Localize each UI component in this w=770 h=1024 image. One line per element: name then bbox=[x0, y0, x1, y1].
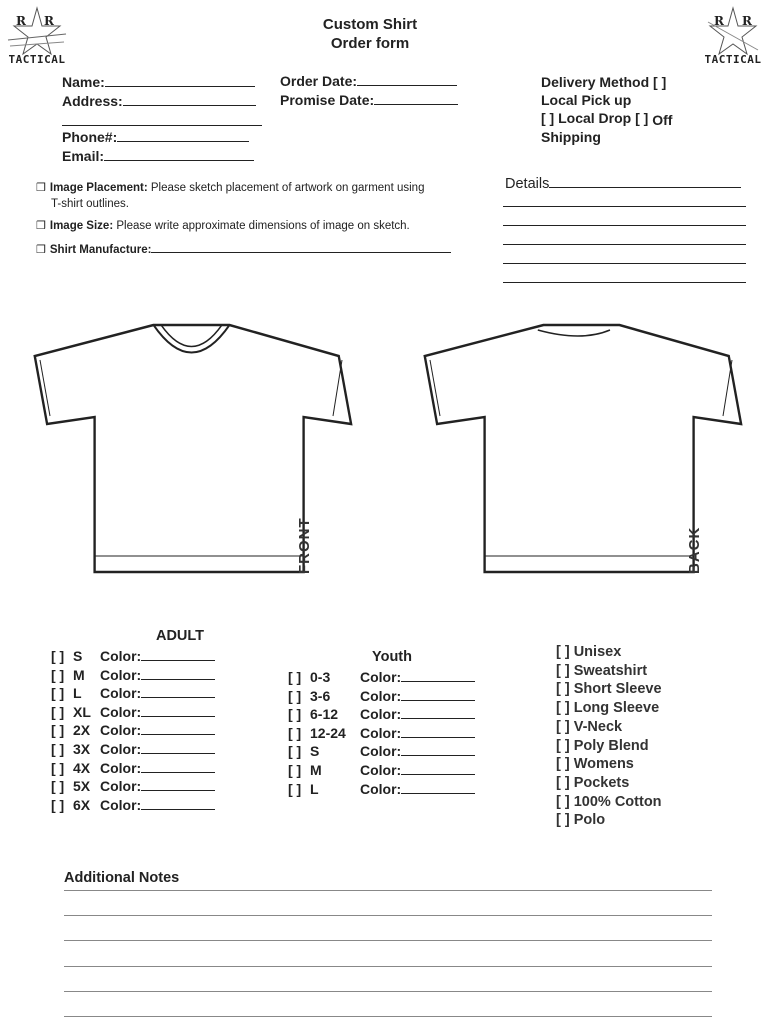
logo-wordmark: TACTICAL bbox=[704, 53, 762, 66]
size-checkbox[interactable]: [ ] bbox=[51, 778, 65, 795]
color-blank[interactable] bbox=[401, 724, 475, 738]
image-placement-note bbox=[36, 181, 424, 196]
garment-option[interactable]: [ ] Sweatshirt bbox=[556, 662, 648, 679]
color-label: Color: bbox=[100, 648, 142, 664]
size-label: 4X bbox=[73, 759, 91, 776]
email-blank[interactable] bbox=[104, 147, 254, 161]
name-label: Name: bbox=[62, 74, 105, 90]
color-blank[interactable] bbox=[141, 740, 215, 754]
garment-option[interactable]: [ ] Unisex bbox=[556, 644, 622, 660]
address-label: Address: bbox=[62, 93, 123, 109]
name-field[interactable] bbox=[62, 73, 255, 91]
size-checkbox[interactable]: [ ] bbox=[288, 743, 302, 760]
color-blank[interactable] bbox=[401, 668, 475, 682]
phone-label: Phone#: bbox=[62, 129, 118, 145]
title-line-1: Custom Shirt bbox=[322, 16, 418, 33]
details-line[interactable] bbox=[503, 225, 746, 226]
off-text: Off bbox=[652, 112, 673, 128]
placement-text-cont: T-shirt outlines. bbox=[51, 198, 129, 210]
garment-option[interactable]: [ ] Poly Blend bbox=[556, 737, 649, 754]
checkbox-icon[interactable]: ❒ bbox=[36, 244, 46, 256]
details-line[interactable] bbox=[503, 263, 746, 264]
color-label: Color: bbox=[360, 762, 402, 778]
color-label: Color: bbox=[100, 722, 142, 739]
logo-initial-right: R bbox=[44, 14, 54, 28]
notes-line[interactable] bbox=[64, 890, 712, 891]
phone-field[interactable] bbox=[62, 128, 249, 146]
youth-size-row[interactable] bbox=[288, 668, 475, 685]
youth-size-row[interactable] bbox=[288, 780, 475, 797]
color-label: Color: bbox=[100, 741, 142, 757]
color-blank[interactable] bbox=[401, 687, 475, 701]
size-label: 0-3 bbox=[310, 669, 331, 685]
size-label: 5X bbox=[73, 778, 91, 795]
garment-option[interactable]: [ ] Pockets bbox=[556, 774, 630, 791]
order-date-blank[interactable] bbox=[357, 72, 457, 86]
youth-size-row[interactable] bbox=[288, 705, 475, 722]
details-line[interactable] bbox=[503, 206, 746, 207]
checkbox-icon[interactable]: ❒ bbox=[36, 220, 46, 232]
checkbox-icon[interactable]: ❒ bbox=[36, 182, 46, 194]
color-label: Color: bbox=[100, 685, 142, 702]
color-label: Color: bbox=[360, 706, 402, 723]
color-label: Color: bbox=[360, 743, 402, 760]
form-title bbox=[250, 15, 490, 53]
color-blank[interactable] bbox=[141, 647, 215, 661]
notes-line[interactable] bbox=[64, 966, 712, 967]
address-blank[interactable] bbox=[123, 92, 256, 106]
youth-size-row[interactable] bbox=[288, 687, 475, 704]
adult-size-row[interactable] bbox=[51, 759, 215, 776]
notes-line[interactable] bbox=[64, 991, 712, 992]
email-field[interactable] bbox=[62, 147, 254, 165]
color-label: Color: bbox=[100, 778, 142, 795]
logo-wordmark: TACTICAL bbox=[8, 53, 66, 66]
color-label: Color: bbox=[360, 724, 402, 741]
details-label: Details bbox=[505, 176, 550, 192]
local-drop-text: [ ] Local Drop [ ] bbox=[541, 110, 649, 126]
size-label: M bbox=[310, 762, 322, 778]
placement-text: Please sketch placement of artwork on garment using bbox=[150, 182, 425, 194]
size-label: 6-12 bbox=[310, 706, 339, 723]
size-text: Please write approximate dimensions of image on sketch. bbox=[116, 220, 410, 232]
delivery-shipping: Shipping bbox=[541, 129, 601, 145]
email-label: Email: bbox=[62, 148, 105, 164]
size-checkbox[interactable]: [ ] bbox=[288, 724, 302, 741]
logo-right bbox=[700, 6, 766, 66]
image-size-note bbox=[36, 219, 410, 234]
youth-size-row[interactable] bbox=[288, 761, 475, 778]
garment-option[interactable]: [ ] Polo bbox=[556, 812, 606, 829]
back-label: BACK bbox=[686, 526, 703, 574]
color-label: Color: bbox=[100, 796, 142, 813]
youth-size-row[interactable] bbox=[288, 742, 475, 759]
youth-size-row[interactable] bbox=[288, 724, 475, 741]
size-label: 3-6 bbox=[310, 687, 331, 704]
details-field[interactable] bbox=[505, 174, 741, 193]
details-line[interactable] bbox=[503, 244, 746, 245]
notes-line[interactable] bbox=[64, 915, 712, 916]
star-emblem-icon bbox=[4, 6, 70, 56]
size-label: S bbox=[310, 743, 320, 760]
title-line-2: Order form bbox=[330, 35, 410, 52]
size-checkbox[interactable]: [ ] bbox=[51, 703, 65, 720]
additional-notes-label: Additional Notes bbox=[64, 870, 180, 886]
address-field[interactable] bbox=[62, 92, 256, 110]
logo-left bbox=[4, 6, 70, 66]
manufacture-bold: Shirt Manufacture: bbox=[49, 244, 152, 256]
size-checkbox[interactable]: [ ] bbox=[288, 762, 302, 778]
color-label: Color: bbox=[360, 780, 402, 797]
adult-size-row[interactable] bbox=[51, 703, 215, 720]
size-label: M bbox=[73, 666, 85, 683]
color-label: Color: bbox=[100, 759, 142, 776]
color-blank[interactable] bbox=[401, 780, 475, 794]
logo-initial-left: R bbox=[714, 14, 724, 28]
size-checkbox[interactable]: [ ] bbox=[288, 706, 302, 723]
promise-date-field[interactable] bbox=[280, 91, 458, 109]
color-label: Color: bbox=[360, 669, 402, 685]
adult-size-row[interactable] bbox=[51, 684, 215, 701]
color-blank[interactable] bbox=[141, 721, 215, 735]
garment-option[interactable]: [ ] Short Sleeve bbox=[556, 681, 662, 698]
logo-initial-left: R bbox=[16, 14, 26, 28]
size-checkbox[interactable]: [ ] bbox=[51, 648, 65, 664]
manufacture-blank[interactable] bbox=[151, 242, 451, 253]
color-blank[interactable] bbox=[141, 684, 215, 698]
order-date-label: Order Date: bbox=[280, 73, 358, 89]
details-blank[interactable] bbox=[549, 174, 741, 188]
color-blank[interactable] bbox=[141, 703, 215, 717]
color-blank[interactable] bbox=[141, 777, 215, 791]
adult-size-row[interactable] bbox=[51, 647, 215, 664]
adult-size-row[interactable] bbox=[51, 721, 215, 738]
color-blank[interactable] bbox=[141, 759, 215, 773]
size-checkbox[interactable]: [ ] bbox=[51, 796, 65, 813]
size-checkbox[interactable]: [ ] bbox=[51, 759, 65, 776]
color-label: Color: bbox=[100, 666, 142, 683]
phone-blank[interactable] bbox=[117, 128, 249, 142]
details-line[interactable] bbox=[503, 282, 746, 283]
notes-line[interactable] bbox=[64, 940, 712, 941]
adult-size-row[interactable] bbox=[51, 666, 215, 683]
size-bold: Image Size: bbox=[49, 220, 114, 232]
adult-size-row[interactable] bbox=[51, 796, 215, 813]
star-emblem-icon bbox=[700, 6, 766, 56]
color-blank[interactable] bbox=[141, 796, 215, 810]
size-label: S bbox=[73, 648, 83, 664]
color-label: Color: bbox=[360, 687, 402, 704]
adult-size-row[interactable] bbox=[51, 740, 215, 757]
notes-line[interactable] bbox=[64, 1016, 712, 1017]
size-checkbox[interactable]: [ ] bbox=[51, 666, 65, 683]
front-label: FRONT bbox=[296, 517, 313, 574]
garment-option[interactable]: [ ] Womens bbox=[556, 756, 634, 773]
adult-size-row[interactable] bbox=[51, 777, 215, 794]
address-line-2[interactable] bbox=[62, 125, 262, 126]
size-label: 2X bbox=[73, 722, 91, 739]
size-label: XL bbox=[73, 703, 91, 720]
promise-date-blank[interactable] bbox=[374, 91, 458, 105]
delivery-local-pickup: Local Pick up bbox=[541, 92, 632, 108]
name-blank[interactable] bbox=[105, 73, 255, 87]
garment-option[interactable]: [ ] V-Neck bbox=[556, 718, 623, 735]
color-blank[interactable] bbox=[141, 666, 215, 680]
promise-date-label: Promise Date: bbox=[280, 92, 375, 108]
size-checkbox[interactable]: [ ] bbox=[288, 669, 302, 685]
size-checkbox[interactable]: [ ] bbox=[51, 741, 65, 757]
garment-option[interactable]: [ ] 100% Cotton bbox=[556, 793, 662, 810]
color-blank[interactable] bbox=[401, 705, 475, 719]
delivery-method-line[interactable]: Delivery Method [ ] bbox=[541, 74, 667, 90]
size-label: 12-24 bbox=[310, 724, 346, 741]
garment-option[interactable]: [ ] Long Sleeve bbox=[556, 700, 660, 717]
placement-bold: Image Placement: bbox=[49, 182, 148, 194]
adult-heading: ADULT bbox=[155, 628, 205, 644]
color-label: Color: bbox=[100, 703, 142, 720]
color-blank[interactable] bbox=[401, 742, 475, 756]
order-date-field[interactable] bbox=[280, 72, 457, 90]
size-checkbox[interactable]: [ ] bbox=[288, 687, 302, 704]
color-blank[interactable] bbox=[401, 761, 475, 775]
size-label: 3X bbox=[73, 741, 91, 757]
size-label: L bbox=[310, 780, 319, 797]
size-checkbox[interactable]: [ ] bbox=[51, 722, 65, 739]
delivery-local-drop[interactable] bbox=[541, 109, 672, 127]
size-label: L bbox=[73, 685, 82, 702]
shirt-manufacture-note[interactable] bbox=[36, 242, 451, 258]
logo-initial-right: R bbox=[742, 14, 752, 28]
size-checkbox[interactable]: [ ] bbox=[288, 780, 302, 797]
youth-heading: Youth bbox=[372, 649, 412, 665]
size-label: 6X bbox=[73, 796, 91, 813]
size-checkbox[interactable]: [ ] bbox=[51, 685, 65, 702]
